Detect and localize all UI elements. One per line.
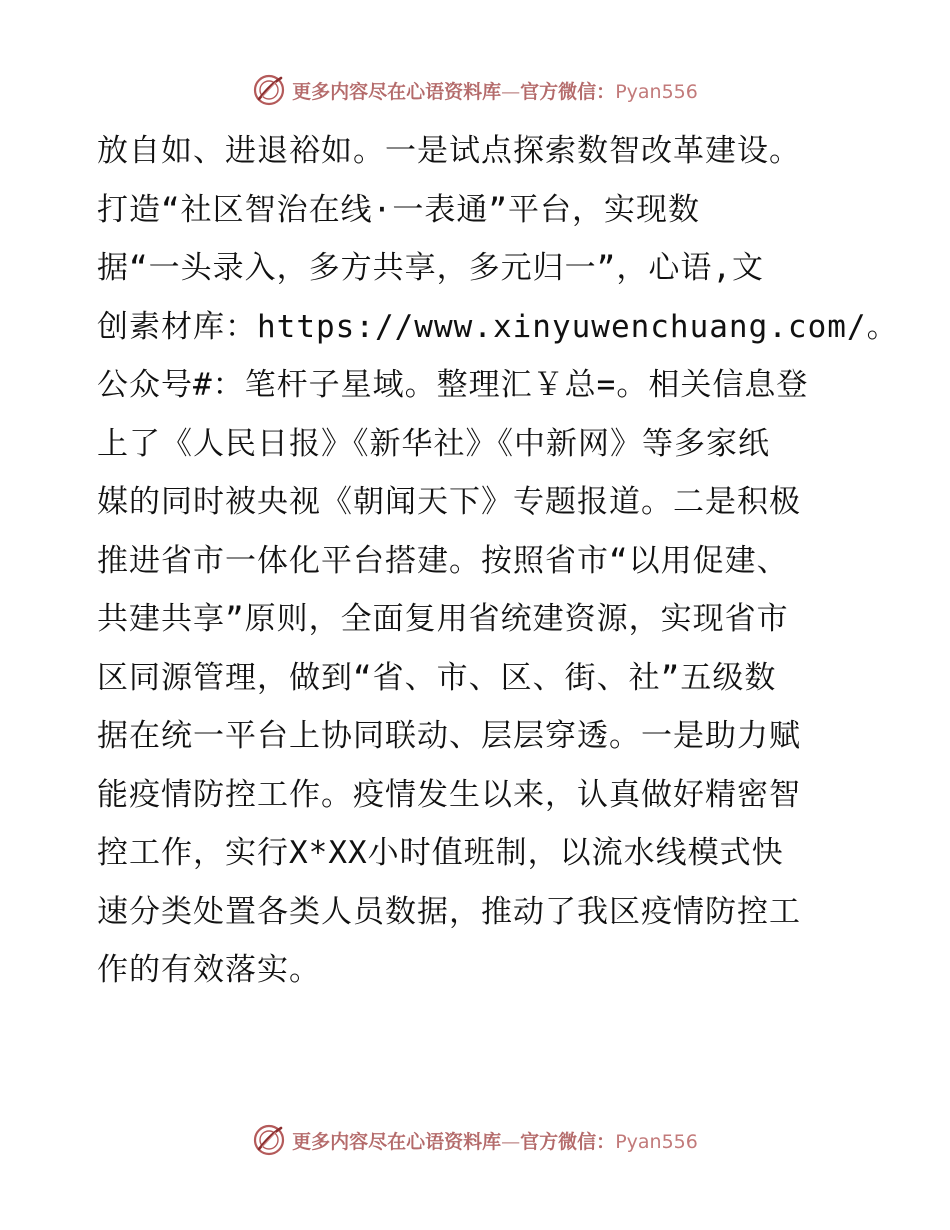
- footer-wechat-id: Pyan556: [615, 1130, 698, 1153]
- footer-dash: —: [501, 1130, 521, 1153]
- header-dash: —: [501, 80, 521, 103]
- body-line: 能疫情防控工作。疫情发生以来，认真做好精密智: [97, 776, 801, 813]
- header-wechat-id: Pyan556: [615, 80, 698, 103]
- body-line: 上了《人民日报》《新华社》《中新网》等多家纸: [97, 425, 770, 462]
- body-line: 公众号#：笔杆子星域。整理汇￥总=。相关信息登: [97, 367, 809, 403]
- body-line: 控工作，实行X*XX小时值班制，以流水线模式快: [97, 835, 784, 871]
- body-line: 据在统一平台上协同联动、层层穿透。一是助力赋: [97, 718, 801, 754]
- body-line: 媒的同时被央视《朝闻天下》专题报道。二是积极: [97, 484, 801, 520]
- body-line: 作的有效落实。: [97, 952, 321, 988]
- body-line: 推进省市一体化平台搭建。按照省市“以用促建、: [97, 542, 789, 579]
- signature-logo-icon: [252, 1123, 286, 1157]
- header-title: 更多内容尽在心语资料库: [292, 80, 502, 103]
- header-wechat-label: 官方微信：: [520, 80, 616, 103]
- page-header-banner: [0, 72, 950, 108]
- body-line: 速分类处置各类人员数据，推动了我区疫情防控工: [97, 893, 801, 930]
- page-footer-banner: [0, 1122, 950, 1158]
- footer-wechat-label: 官方微信：: [520, 1130, 616, 1153]
- document-body: [97, 122, 899, 1000]
- body-line: 据“一头录入，多方共享，多元归一”，心语,文: [97, 250, 764, 286]
- header-banner-text: [292, 77, 698, 104]
- signature-logo-icon: [252, 73, 286, 107]
- body-line: 放自如、进退裕如。一是试点探索数智改革建设。: [97, 133, 801, 169]
- body-line: 区同源管理，做到“省、市、区、街、社”五级数: [97, 659, 777, 696]
- body-line: 打造“社区智治在线·一表通”平台，实现数: [97, 191, 700, 228]
- body-line: 共建共享”原则，全面复用省统建资源，实现省市: [97, 601, 789, 637]
- body-line: 创素材库：https://www.xinyuwenchuang.com/。: [97, 308, 899, 345]
- footer-banner-text: [292, 1127, 698, 1154]
- footer-title: 更多内容尽在心语资料库: [292, 1130, 502, 1153]
